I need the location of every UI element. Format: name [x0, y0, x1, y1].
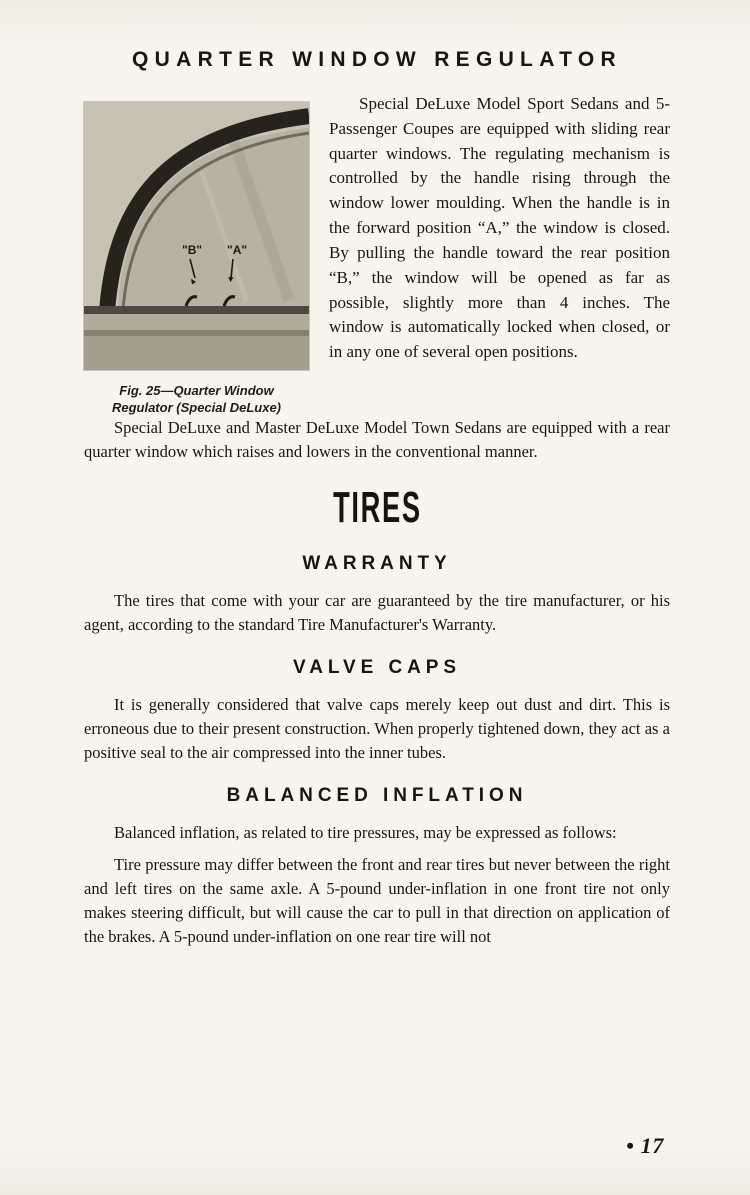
paragraph-balanced-inflation-1: Balanced inflation, as related to tire pressures, may be expressed as follows: — [114, 822, 617, 842]
quarter-window-photo — [84, 102, 309, 370]
figure-caption-line1: Fig. 25—Quarter Window — [119, 383, 274, 398]
paragraph-valve-caps: It is generally considered that valve caps merely keep out dust and dirt. This is erroneous due to their present construction. When properly tightened down, they act as a positive seal to the air compressed into the inner tubes. — [84, 694, 670, 762]
page-title: QUARTER WINDOW REGULATOR — [132, 48, 622, 71]
paragraph-warranty: The tires that come with your car are guaranteed by the tire manufacturer, or his agent, according to the standard Tire Manufacturer's Warranty. — [84, 590, 670, 634]
paragraph-quarter-window-2: Special DeLuxe and Master DeLuxe Model Town Sedans are equipped with a rear quarter window which raises and lowers in the conventional manner. — [84, 418, 670, 462]
balanced-inflation-heading: BALANCED INFLATION — [226, 784, 528, 806]
paragraph-balanced-inflation-2: Tire pressure may differ between the front and rear tires but never between the right and left tires on the same axle. A 5-pound under-inflation in one front tire not only makes steering difficult, but will cause the car to pull in that direction on application of the brakes. A 5-pound under-inflation on one rear tire will not — [84, 854, 670, 946]
figure-quarter-window — [84, 102, 309, 416]
figure-caption — [84, 382, 309, 416]
label-position-a: "A" — [227, 243, 248, 257]
figure-caption-line2: Regulator (Special DeLuxe) — [111, 400, 282, 416]
valve-caps-heading: VALVE CAPS — [293, 656, 461, 678]
quarter-window-text-column — [329, 92, 670, 416]
page-number: • 17 — [626, 1133, 664, 1158]
label-position-b: "B" — [182, 243, 203, 257]
figure-and-text-row — [84, 96, 670, 416]
paragraph-quarter-window-1: Special DeLuxe Model Sport Sedans and 5-Passenger Coupes are equipped with sliding rear quarter windows. The regulating mechanism is controlled by the handle rising through the window lower moulding. When the handle is in the forward position “A,” the window is closed. By pulling the handle toward the rear position “B,” the window will be opened as far as possible, slightly more than 4 inches. The window is automatically locked when closed, or in any one of several open positions. — [329, 94, 670, 362]
warranty-heading: WARRANTY — [302, 552, 452, 574]
tires-heading-row — [84, 484, 670, 532]
quarter-window-illustration — [84, 102, 309, 370]
tires-section-heading: TIRES — [332, 483, 422, 533]
